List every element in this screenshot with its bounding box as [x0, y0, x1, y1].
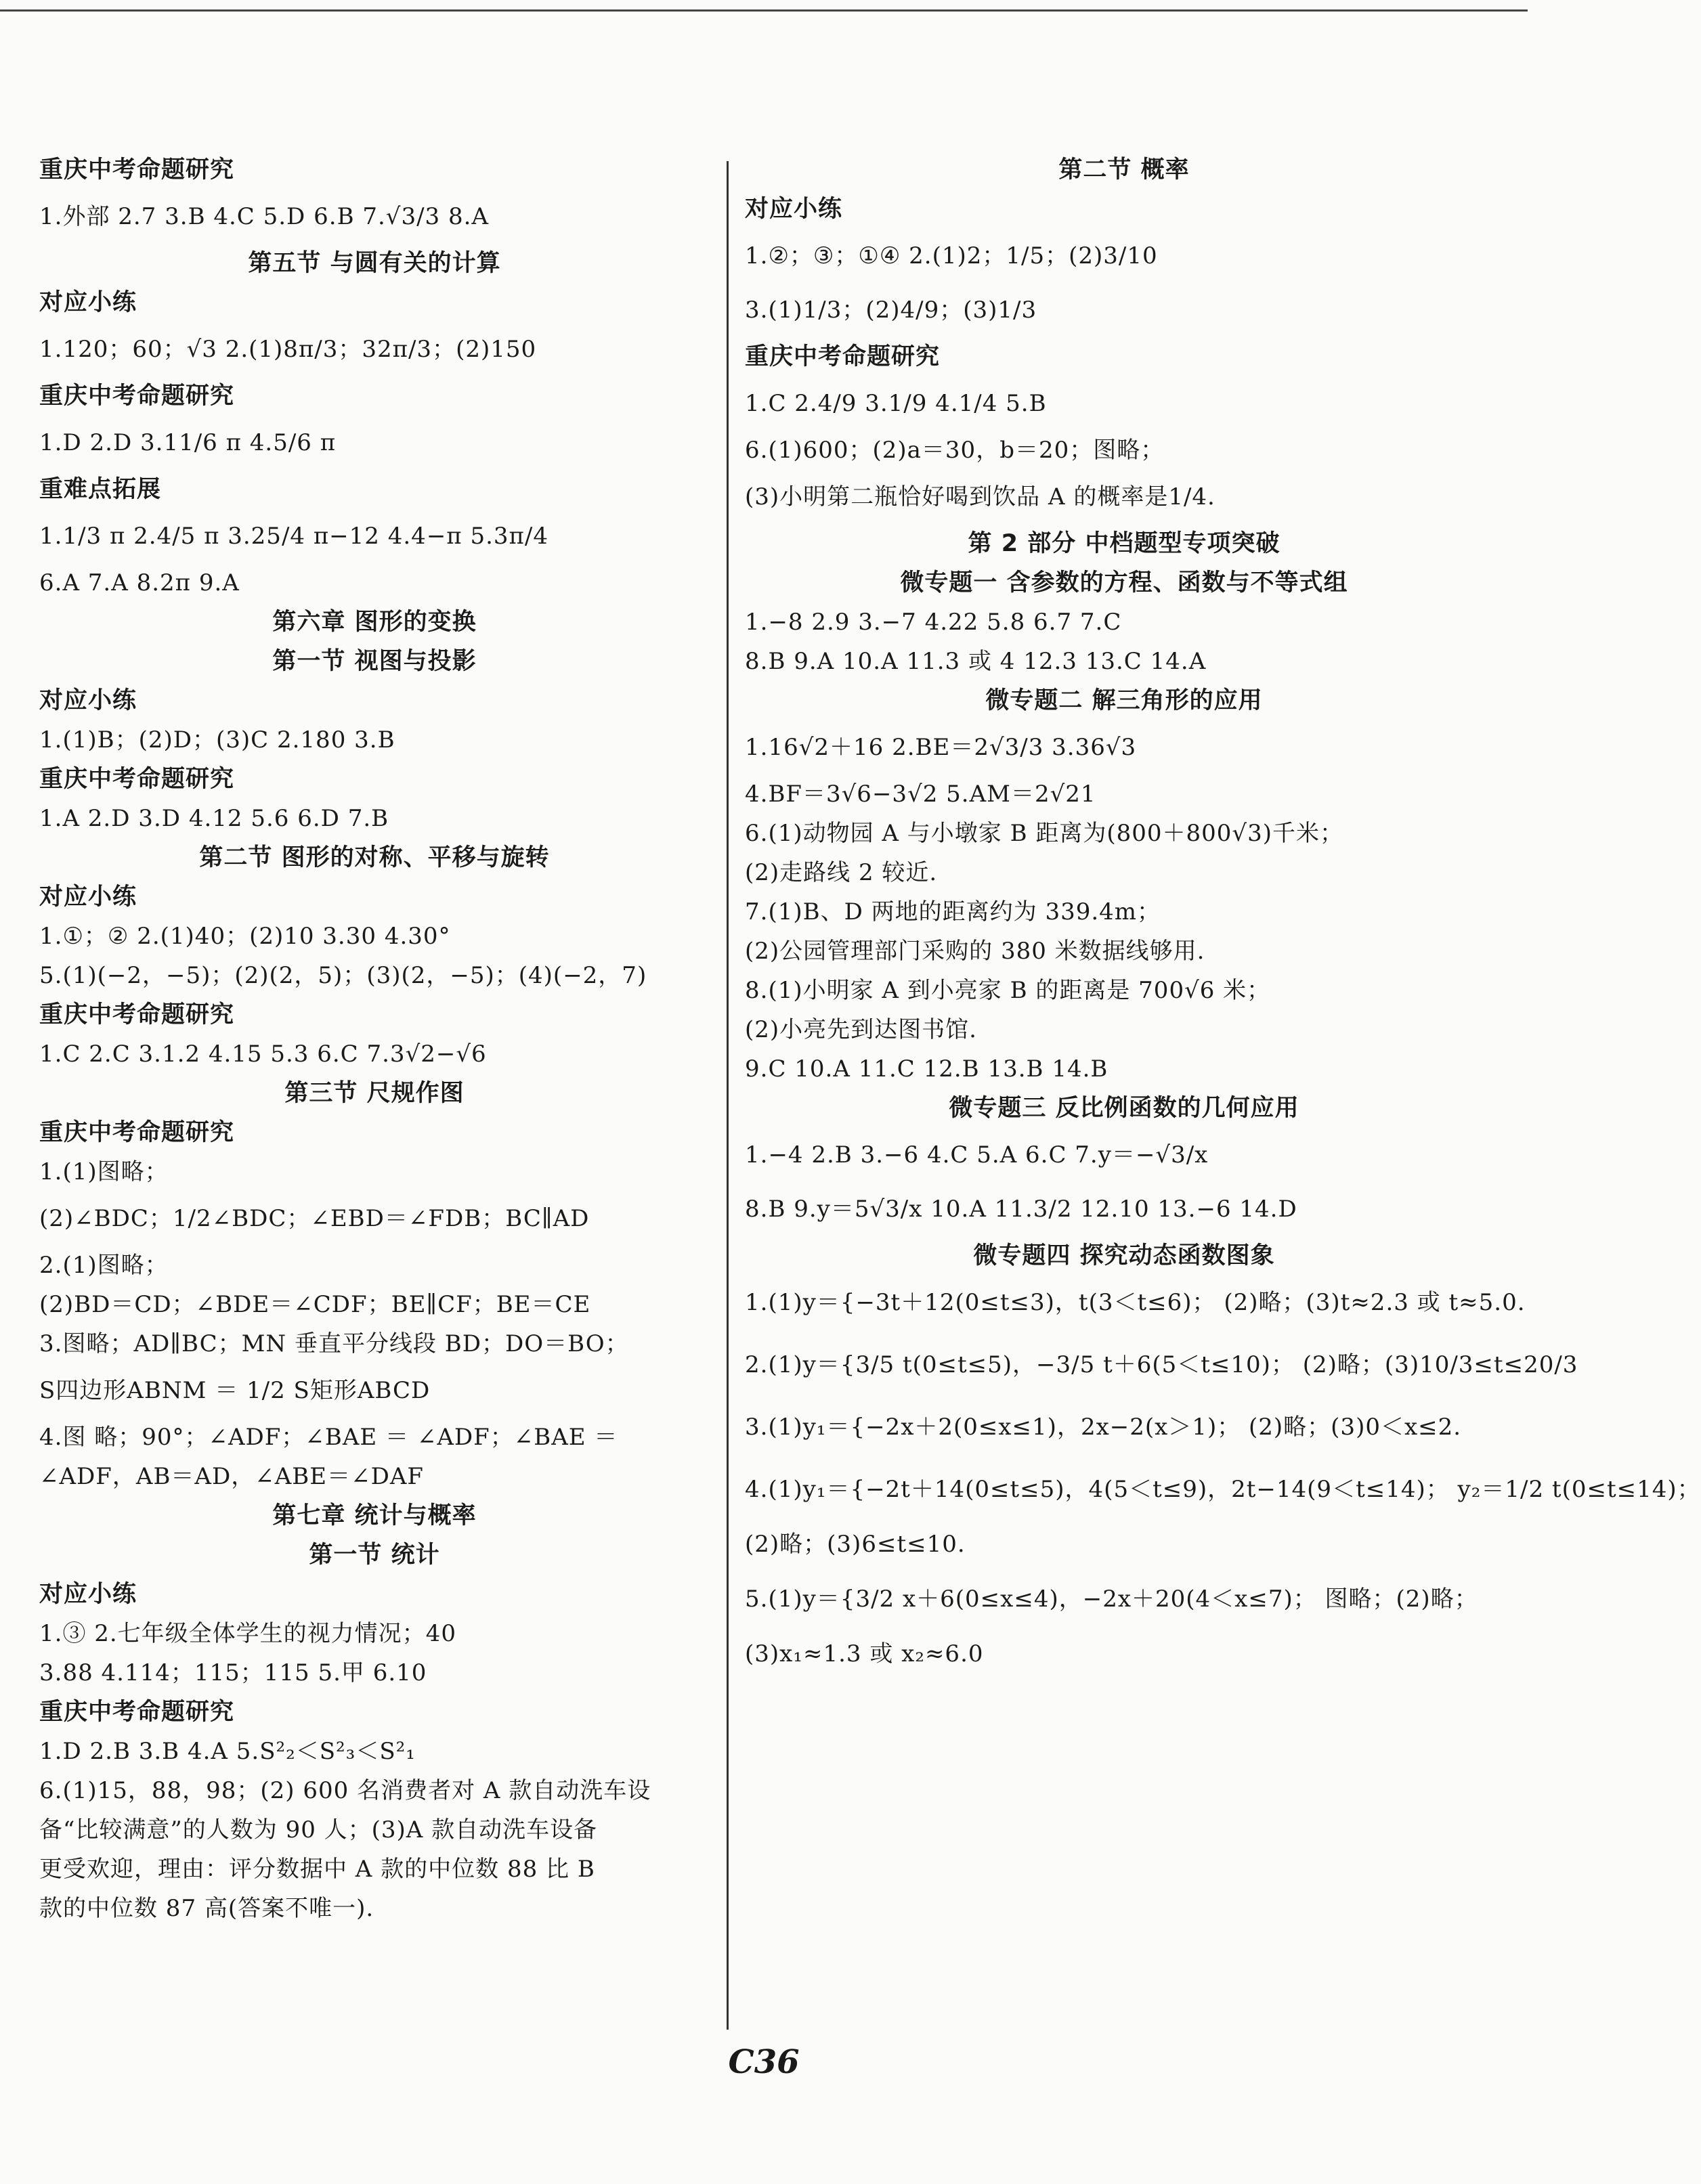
answer-line: 1.(1)y＝{−3t＋12(0≤t≤3)，t(3＜t≤6)； (2)略；(3)t≈2.3 或 t≈5.0. [745, 1289, 1526, 1316]
top-rule [0, 9, 1528, 12]
section-heading: 重庆中考命题研究 [39, 1119, 235, 1146]
page-number: C36 [728, 2043, 800, 2081]
section-heading: 重庆中考命题研究 [39, 156, 235, 183]
section-heading: 第二节 概率 [1058, 156, 1190, 183]
answer-line: (3)小明第二瓶恰好喝到饮品 A 的概率是1/4. [745, 483, 1215, 510]
answer-line: 1.(1)图略； [39, 1158, 169, 1185]
answer-line: 1.(1)B；(2)D；(3)C 2.180 3.B [39, 726, 395, 754]
column-divider [727, 161, 729, 2030]
answer-line: 9.C 10.A 11.C 12.B 13.B 14.B [745, 1055, 1108, 1083]
section-heading: 第七章 统计与概率 [272, 1502, 477, 1529]
answer-line: 4.(1)y₁＝{−2t＋14(0≤t≤5)，4(5＜t≤9)，2t−14(9＜t≤14)； y₂＝1/2 t(0≤t≤14)； [745, 1476, 1701, 1503]
answer-line: 1.D 2.D 3.11/6 π 4.5/6 π [39, 429, 337, 456]
section-heading: 微专题一 含参数的方程、函数与不等式组 [900, 569, 1348, 596]
answer-line: 3.(1)y₁＝{−2x＋2(0≤x≤1)，2x−2(x＞1)； (2)略；(3)0＜x≤2. [745, 1414, 1462, 1441]
answer-line: (2)BD＝CD；∠BDE＝∠CDF；BE∥CF；BE＝CE [39, 1291, 591, 1318]
answer-line: 4.BF＝3√6−3√2 5.AM＝2√21 [745, 781, 1096, 808]
section-heading: 重庆中考命题研究 [39, 766, 235, 793]
answer-line: 5.(1)y＝{3/2 x＋6(0≤x≤4)，−2x＋20(4＜x≤7)； 图略；(2)略； [745, 1586, 1478, 1613]
section-heading: 第 2 部分 中档题型专项突破 [968, 530, 1280, 557]
answer-line: 1.C 2.C 3.1.2 4.15 5.3 6.C 7.3√2−√6 [39, 1041, 487, 1068]
answer-line: 1.−4 2.B 3.−6 4.C 5.A 6.C 7.y＝−√3/x [745, 1141, 1209, 1169]
section-heading: 对应小练 [39, 687, 137, 714]
answer-line: 6.A 7.A 8.2π 9.A [39, 569, 240, 596]
answer-line: 1.A 2.D 3.D 4.12 5.6 6.D 7.B [39, 805, 389, 832]
right-column [745, 150, 1701, 1674]
answer-line: (2)走路线 2 较近. [745, 859, 938, 886]
answer-line: ∠ADF，AB＝AD，∠ABE＝∠DAF [39, 1463, 424, 1490]
answer-line: 款的中位数 87 高(答案不唯一). [39, 1895, 374, 1922]
answer-line: 5.(1)(−2，−5)；(2)(2，5)；(3)(2，−5)；(4)(−2，7) [39, 962, 647, 989]
answer-line: 1.1/3 π 2.4/5 π 3.25/4 π−12 4.4−π 5.3π/4 [39, 523, 548, 550]
answer-line: 4.图 略；90°；∠ADF；∠BAE ＝ ∠ADF；∠BAE ＝ [39, 1424, 618, 1451]
answer-line: 6.(1)600；(2)a＝30，b＝20；图略； [745, 437, 1165, 464]
section-heading: 第五节 与圆有关的计算 [248, 250, 501, 277]
answer-line: 3.88 4.114；115；115 5.甲 6.10 [39, 1659, 427, 1686]
section-heading: 第一节 视图与投影 [272, 648, 477, 675]
answer-line: 1.−8 2.9 3.−7 4.22 5.8 6.7 7.C [745, 609, 1122, 636]
answer-line: 8.B 9.A 10.A 11.3 或 4 12.3 13.C 14.A [745, 648, 1207, 675]
section-heading: 重庆中考命题研究 [745, 343, 941, 370]
section-heading: 第六章 图形的变换 [272, 609, 477, 636]
answer-line: 6.(1)动物园 A 与小墩家 B 距离为(800＋800√3)千米； [745, 820, 1343, 847]
answer-line: 1.D 2.B 3.B 4.A 5.S²₂＜S²₃＜S²₁ [39, 1738, 416, 1765]
answer-line: 8.(1)小明家 A 到小亮家 B 的距离是 700√6 米； [745, 977, 1271, 1004]
section-heading: 对应小练 [39, 883, 137, 911]
section-heading: 微专题三 反比例函数的几何应用 [949, 1095, 1299, 1122]
answer-line: 6.(1)15，88，98；(2) 600 名消费者对 A 款自动洗车设 [39, 1777, 651, 1804]
answer-line: 1.120；60；√3 2.(1)8π/3；32π/3；(2)150 [39, 336, 537, 363]
answer-line: 2.(1)y＝{3/5 t(0≤t≤5)，−3/5 t＋6(5＜t≤10)； (2)略；(3)10/3≤t≤20/3 [745, 1351, 1578, 1378]
answer-line: (2)公园管理部门采购的 380 米数据线够用. [745, 938, 1205, 965]
section-heading: 重庆中考命题研究 [39, 383, 235, 410]
left-column [39, 150, 710, 1928]
section-heading: 第一节 统计 [309, 1542, 440, 1569]
section-heading: 对应小练 [39, 289, 137, 316]
section-heading: 微专题二 解三角形的应用 [985, 687, 1263, 714]
section-heading: 对应小练 [39, 1581, 137, 1608]
answer-line: 更受欢迎，理由：评分数据中 A 款的中位数 88 比 B [39, 1856, 595, 1883]
answer-line: 1.C 2.4/9 3.1/9 4.1/4 5.B [745, 390, 1047, 417]
answer-line: 2.(1)图略； [39, 1252, 169, 1279]
section-heading: 微专题四 探究动态函数图象 [973, 1242, 1275, 1269]
answer-line: 1.③ 2.七年级全体学生的视力情况；40 [39, 1620, 456, 1647]
section-heading: 重庆中考命题研究 [39, 1001, 235, 1028]
answer-line: 3.图略；AD∥BC；MN 垂直平分线段 BD；DO＝BO； [39, 1330, 629, 1357]
answer-line: 3.(1)1/3；(2)4/9；(3)1/3 [745, 297, 1037, 324]
answer-line: (2)小亮先到达图书馆. [745, 1016, 977, 1043]
section-heading: 重难点拓展 [39, 476, 162, 503]
answer-line: 1.外部 2.7 3.B 4.C 5.D 6.B 7.√3/3 8.A [39, 203, 489, 230]
answer-line: 1.①；② 2.(1)40；(2)10 3.30 4.30° [39, 923, 451, 950]
answer-line: (3)x₁≈1.3 或 x₂≈6.0 [745, 1640, 984, 1667]
section-heading: 对应小练 [745, 196, 843, 223]
answer-line: 1.16√2＋16 2.BE＝2√3/3 3.36√3 [745, 734, 1137, 761]
section-heading: 第二节 图形的对称、平移与旋转 [199, 844, 550, 871]
answer-line: (2)略；(3)6≤t≤10. [745, 1531, 966, 1558]
answer-line: 7.(1)B、D 两地的距离约为 339.4m； [745, 898, 1161, 925]
answer-line: (2)∠BDC；1/2∠BDC；∠EBD＝∠FDB；BC∥AD [39, 1205, 590, 1232]
answer-line: 1.②；③；①④ 2.(1)2；1/5；(2)3/10 [745, 242, 1158, 269]
answer-line: 备“比较满意”的人数为 90 人；(3)A 款自动洗车设备 [39, 1816, 598, 1843]
answer-line: S四边形ABNM ＝ 1/2 S矩形ABCD [39, 1377, 431, 1404]
section-heading: 第三节 尺规作图 [284, 1080, 465, 1107]
section-heading: 重庆中考命题研究 [39, 1699, 235, 1726]
answer-line: 8.B 9.y＝5√3/x 10.A 11.3/2 12.10 13.−6 14.D [745, 1196, 1297, 1223]
